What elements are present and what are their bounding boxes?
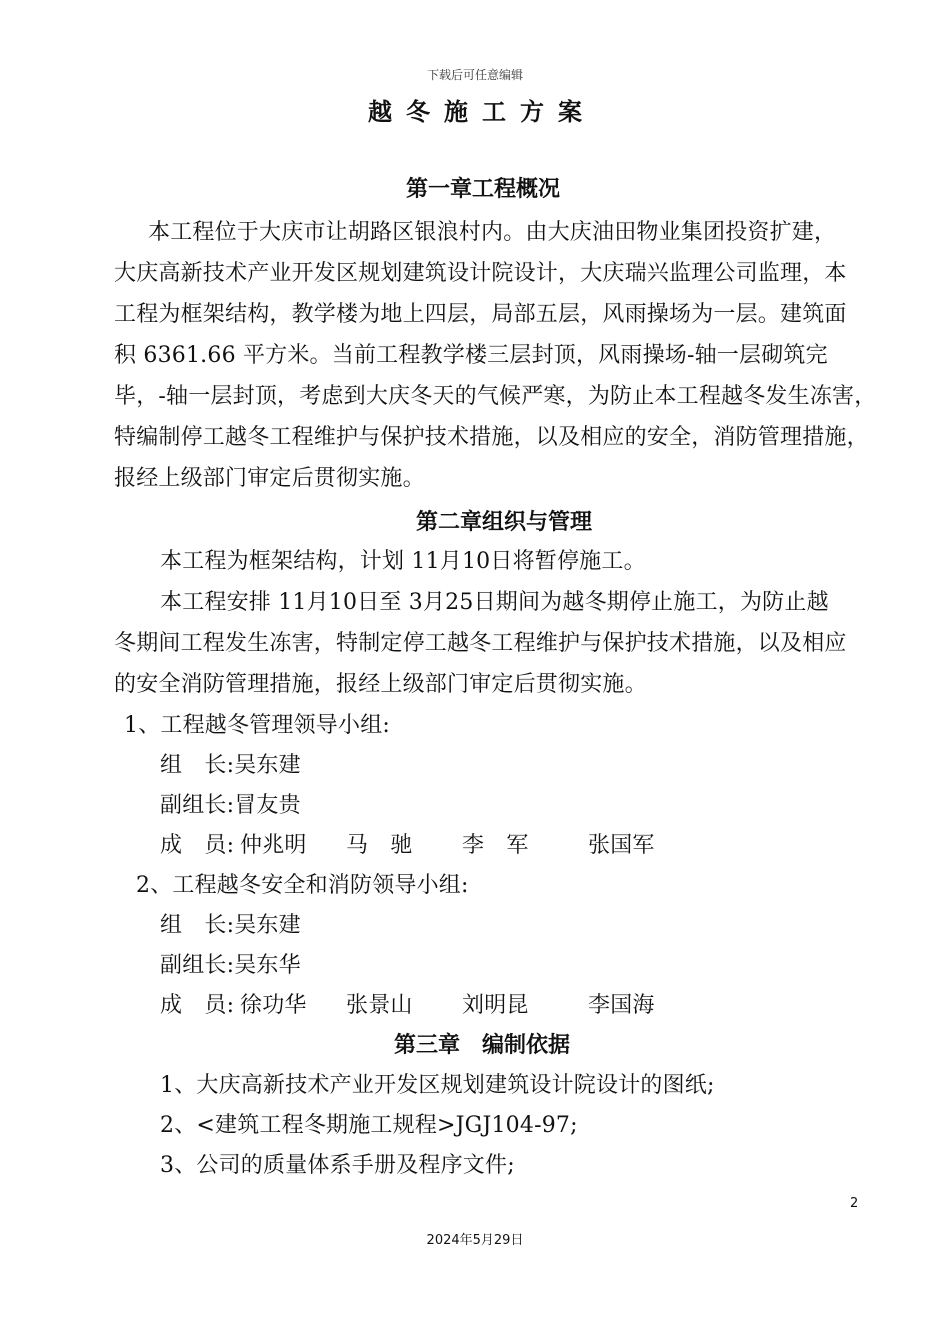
deputy-label: 副组长: (160, 953, 235, 978)
group-1-leader (160, 748, 301, 779)
ch1-line: 特编制停工越冬工程维护与保护技术措施，以及相应的安全，消防管理措施， (114, 425, 869, 450)
leader-name: 吴东建 (234, 913, 301, 938)
ch3-item: 3、公司的质量体系手册及程序文件; (160, 1153, 515, 1178)
ch1-line: 报经上级部门审定后贯彻实施。 (114, 466, 425, 491)
member-name: 张国军 (588, 833, 655, 858)
member-name: 徐功华 (240, 993, 307, 1018)
footer-date: 2024年5月29日 (426, 1233, 524, 1248)
group-2-members-label: 成 员: (160, 993, 235, 1018)
page-header: 下载后可任意编辑 (426, 68, 523, 82)
ch1-line: 本工程位于大庆市让胡路区银浪村内。由大庆油田物业集团投资扩建， (148, 220, 837, 245)
ch1-line: 大庆高新技术产业开发区规划建筑设计院设计，大庆瑞兴监理公司监理，本 (114, 261, 847, 286)
group-2-deputy (160, 948, 301, 979)
deputy-name: 冒友贵 (234, 793, 301, 818)
member-name: 仲兆明 (240, 833, 307, 858)
member-name: 刘明昆 (462, 993, 529, 1018)
ch1-line: 工程为框架结构，教学楼为地上四层，局部五层，风雨操场为一层。建筑面 (114, 302, 847, 327)
member-name: 李 军 (462, 833, 529, 858)
group-1-title: 1、工程越冬管理领导小组: (124, 713, 391, 738)
group-2-leader (160, 908, 301, 939)
ch1-line: 毕，-轴一层封顶，考虑到大庆冬天的气候严寒，为防止本工程越冬发生冻害， (114, 384, 877, 409)
chapter-1-heading: 第一章工程概况 (406, 177, 561, 202)
leader-label: 组 长: (160, 753, 235, 778)
group-1-deputy (160, 788, 301, 819)
ch2-line: 本工程为框架结构，计划 11月10日将暂停施工。 (160, 549, 646, 574)
ch3-item: 2、<建筑工程冬期施工规程>JGJ104-97; (160, 1113, 578, 1138)
group-2-title: 2、工程越冬安全和消防领导小组: (136, 873, 469, 898)
page-number: 2 (850, 1196, 859, 1211)
ch3-item: 1、大庆高新技术产业开发区规划建筑设计院设计的图纸; (160, 1073, 715, 1098)
chapter-3-heading: 第三章 编制依据 (394, 1033, 571, 1058)
member-name: 张景山 (346, 993, 413, 1018)
ch2-line: 冬期间工程发生冻害，特制定停工越冬工程维护与保护技术措施，以及相应 (114, 631, 847, 656)
ch2-line: 本工程安排 11月10日至 3月25日期间为越冬期停止施工，为防止越 (160, 590, 829, 615)
ch2-line: 的安全消防管理措施，报经上级部门审定后贯彻实施。 (114, 672, 647, 697)
ch1-line: 积 6361.66 平方米。当前工程教学楼三层封顶，风雨操场-轴一层砌筑完 (114, 343, 828, 368)
document-title: 越冬施工方案 (368, 98, 596, 126)
leader-label: 组 长: (160, 913, 235, 938)
deputy-name: 吴东华 (234, 953, 301, 978)
member-name: 马 驰 (346, 833, 413, 858)
chapter-2-heading: 第二章组织与管理 (416, 510, 593, 535)
member-name: 李国海 (588, 993, 655, 1018)
group-1-members-label: 成 员: (160, 833, 235, 858)
leader-name: 吴东建 (234, 753, 301, 778)
deputy-label: 副组长: (160, 793, 235, 818)
